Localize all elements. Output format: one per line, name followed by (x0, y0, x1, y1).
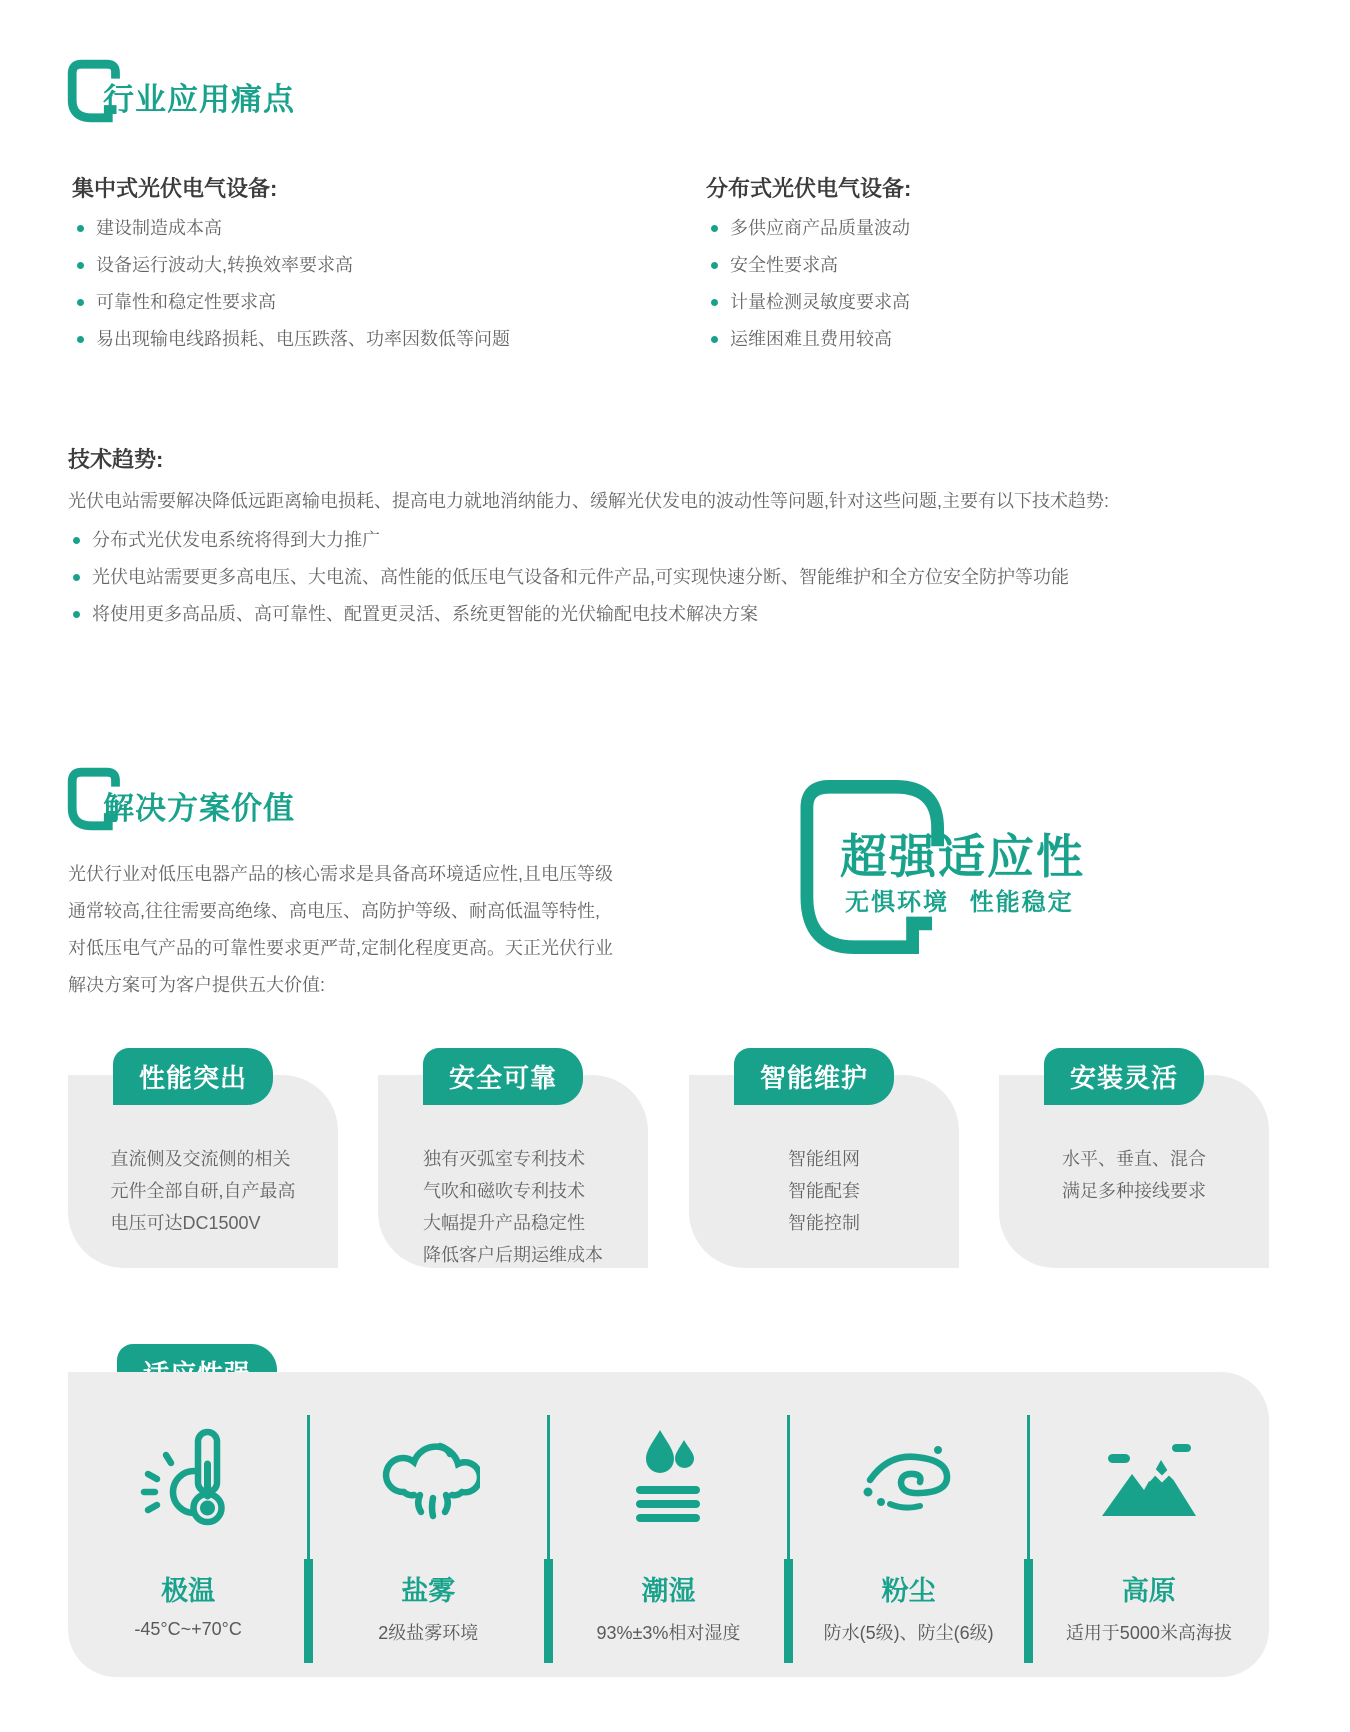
value-card-badge: 安全可靠 (423, 1048, 583, 1105)
trend-item: 将使用更多高品质、高可靠性、配置更灵活、系统更智能的光伏输配电技术解决方案 (68, 602, 1298, 627)
env-item-dust (789, 1372, 1029, 1677)
humidity-icon (548, 1422, 788, 1537)
env-item-plateau (1029, 1372, 1269, 1677)
centralized-group-heading: 集中式光伏电气设备: (72, 176, 278, 201)
env-item-extreme-temperature (68, 1372, 308, 1677)
salt-fog-icon (308, 1422, 548, 1537)
value-card-line: 智能配套 (788, 1181, 860, 1201)
value-card-line: 智能组网 (788, 1149, 860, 1169)
pain-point-item: 建设制造成本高 (72, 216, 632, 241)
value-card-line: 水平、垂直、混合 (1062, 1149, 1206, 1169)
tech-trends-list (68, 528, 1298, 639)
value-card-line: 智能控制 (788, 1213, 860, 1233)
value-card-badge: 性能突出 (113, 1048, 273, 1105)
tech-trends-heading: 技术趋势: (68, 447, 164, 472)
env-desc: -45°C~+70°C (134, 1619, 242, 1639)
value-card-installation (999, 1063, 1269, 1268)
extreme-temperature-icon (68, 1422, 308, 1537)
env-name: 高原 (1121, 1576, 1176, 1606)
distributed-pain-list (706, 216, 1206, 364)
env-desc: 93%±3%相对湿度 (596, 1623, 741, 1643)
env-name: 极温 (161, 1576, 216, 1606)
value-card-line: 降低客户后期运维成本 (423, 1245, 603, 1265)
pain-point-item: 运维困难且费用较高 (706, 327, 1206, 352)
value-card-text (423, 1143, 603, 1271)
pain-point-item: 计量检测灵敏度要求高 (706, 290, 1206, 315)
adaptability-panel (68, 1372, 1269, 1677)
value-card-text (788, 1143, 860, 1239)
value-card-line: 满足多种接线要求 (1062, 1181, 1206, 1201)
env-name: 盐雾 (401, 1576, 456, 1606)
value-card-line: 元件全部自研,自产最高 (110, 1181, 296, 1201)
tech-trends-intro: 光伏电站需要解决降低远距离输电损耗、提高电力就地消纳能力、缓解光伏发电的波动性等问题,针对这些问题,主要有以下技术趋势: (68, 491, 1109, 511)
env-desc: 2级盐雾环境 (378, 1623, 479, 1643)
dust-icon (789, 1422, 1029, 1537)
value-card-maintenance (689, 1063, 959, 1268)
env-item-humidity (548, 1372, 788, 1677)
pain-point-item: 设备运行波动大,转换效率要求高 (72, 253, 632, 278)
env-name: 潮湿 (641, 1576, 696, 1606)
solution-paragraph: 光伏行业对低压电器产品的核心需求是具备高环境适应性,且电压等级通常较高,往往需要高绝缘、高电压、高防护等级、耐高低温等特性,对低压电气产品的可靠性要求更严苛,定制化程度更高。天正光伏行业解决方案可为客户提供五大价值: (68, 864, 613, 995)
pain-point-item: 易出现输电线路损耗、电压跌落、功率因数低等问题 (72, 327, 632, 352)
value-card-line: 电压可达DC1500V (110, 1213, 261, 1233)
value-card-line: 气吹和磁吹专利技术 (423, 1181, 585, 1201)
trend-item: 光伏电站需要更多高电压、大电流、高性能的低压电气设备和元件产品,可实现快速分断、智能维护和全方位安全防护等功能 (68, 565, 1298, 590)
value-card-line: 直流侧及交流侧的相关 (110, 1149, 291, 1169)
distributed-group-heading: 分布式光伏电气设备: (706, 176, 912, 201)
solution-section-title: 解决方案价值 (103, 791, 295, 826)
value-card-badge: 智能维护 (734, 1048, 894, 1105)
trend-item: 分布式光伏发电系统将得到大力推广 (68, 528, 1298, 553)
value-card-text (1062, 1143, 1206, 1207)
value-card-badge: 安装灵活 (1044, 1048, 1204, 1105)
env-desc: 防水(5级)、防尘(6级) (823, 1623, 994, 1643)
pain-point-item: 可靠性和稳定性要求高 (72, 290, 632, 315)
value-card-line: 大幅提升产品稳定性 (423, 1213, 585, 1233)
env-item-salt-fog (308, 1372, 548, 1677)
callout-subtitle: 无惧环境 性能稳定 (845, 889, 1074, 916)
pain-section-title: 行业应用痛点 (103, 82, 295, 117)
value-card-line: 独有灭弧室专利技术 (423, 1149, 585, 1169)
env-name: 粉尘 (881, 1576, 936, 1606)
callout-title: 超强适应性 (840, 830, 1085, 883)
pain-point-item: 安全性要求高 (706, 253, 1206, 278)
pain-point-item: 多供应商产品质量波动 (706, 216, 1206, 241)
plateau-icon (1029, 1422, 1269, 1537)
value-card-safety (378, 1063, 648, 1268)
centralized-pain-list (72, 216, 632, 364)
env-desc: 适用于5000米高海拔 (1065, 1623, 1232, 1643)
value-card-text (111, 1143, 296, 1239)
value-card-performance (68, 1063, 338, 1268)
